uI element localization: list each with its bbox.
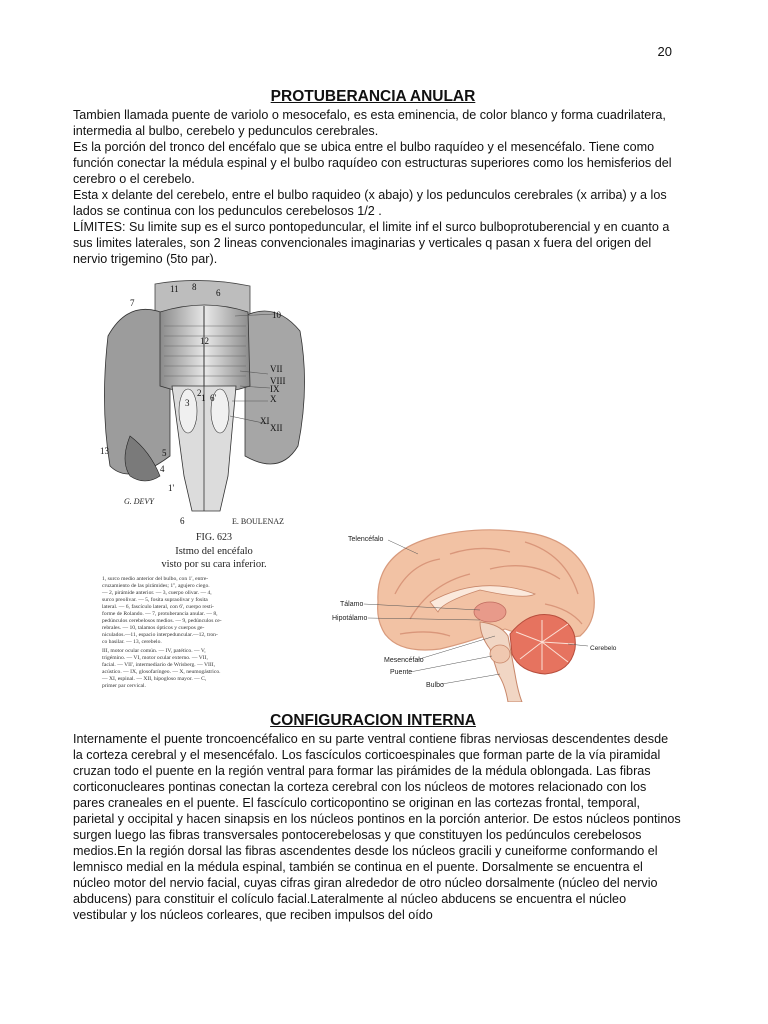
fig-number: XI: [260, 416, 270, 426]
label-mesencefalo: Mesencéfalo: [384, 657, 424, 664]
fig-number: 12: [200, 336, 209, 346]
fig-number: VII: [270, 364, 283, 374]
legend-line: — XI, espinal. — XII, hipogloso mayor. — C,: [102, 676, 207, 682]
fig-number: 6: [216, 288, 221, 298]
fig-number: 13: [100, 446, 109, 456]
fig-number: VIII: [270, 376, 286, 386]
fig-number: X: [270, 394, 277, 404]
legend-line: niculados.—11, espacio interpeduncular.—12, tron-: [102, 632, 218, 638]
figure-label: FIG. 623: [195, 532, 233, 543]
legend-line: forme de Rolando. — 7, protuberancia anular. — 8,: [102, 611, 218, 617]
label-talamo: Tálamo: [340, 601, 364, 608]
brainstem-engraving-figure: [100, 276, 328, 696]
label-bulbo: Bulbo: [426, 682, 444, 689]
fig-number: 2: [197, 388, 202, 398]
section2-body: [73, 731, 681, 923]
legend-line: surco preolivar. — 5, fosita supraolivar y fosita: [102, 597, 208, 603]
fig-number: 6: [180, 516, 185, 526]
fig-number: 4: [160, 464, 165, 474]
fig-number: 8: [192, 282, 197, 292]
fig-number: 7: [130, 298, 135, 308]
legend-line: cruzamiento de las pirámides; 1'', agujero ciego.: [102, 583, 210, 589]
paragraph: Internamente el puente troncoencéfalico en su parte ventral contiene fibras nerviosas descendentes desde la corteza cerebral y el mesencéfalo. Los fascículos corticoespinales que forman parte de la vía piramidal cruzan todo el puente en la región ventral para formar las pirámides de la médula oblongada. Las fibras corticonucleares pontinas conectan la corteza cerebral con los núcleos de motores relacionado con los pares craneales en el puente. El fascículo corticopontino se originan en las cortezas frontal, temporal, parietal y occipital y hacen sinapsis en los núcleos pontinos en la porción anterior. De estos núcleos pontinos surgen luego las fibras transversales pontocerebelosas y que constituyen los pedúnculos cerebelosos medios.En la región dorsal las fibras ascendentes desde los núcleos gracili y cuneiforme conformando el lemnisco medial en la médula espinal, también se continua en el puente. Dorsalmente se encuentra el núcleo motor del nervio facial, cuyas cifras giran alrededor de otro núcleo dorsalmente (núcleo del nervio abducens) para constituir el colículo facial.Lateralmente al núcleo abducens se encuentra el núcleo vestibular y los núcleos corleares, que reciben impulsos del oído: [73, 732, 681, 922]
label-telencefalo: Telencéfalo: [348, 536, 384, 543]
fig-number: IX: [270, 384, 280, 394]
engraver-signature: G. DEVY: [124, 497, 154, 506]
section-title-configuracion: CONFIGURACION INTERNA: [270, 712, 476, 729]
fig-number: 11: [170, 284, 179, 294]
legend-line: acústico. — IX, glosofaríngeo. — X, neumogástrico.: [102, 669, 221, 675]
legend-line: trigémino. — VI, motor ocular externo. — VII,: [102, 655, 208, 661]
legend-line: facial. — VII', intermediario de Wrisberg. — VIII,: [102, 662, 215, 668]
label-cerebelo: Cerebelo: [590, 645, 617, 652]
legend-line: rebrales. — 10, talamos ópticos y cuerpos ge-: [102, 625, 205, 631]
legend-line: 1, surco medio anterior del bulbo, con 1', entre-: [102, 576, 209, 582]
engraver-signature: E. BOULENAZ: [232, 517, 284, 526]
paragraph: Tambien llamada puente de variolo o mesocefalo, es esta eminencia, de color blanco y forma cuadrilatera, intermedia al bulbo, cerebelo y pedunculos cerebrales.: [73, 108, 666, 138]
page-number: 20: [657, 44, 672, 59]
figure-caption: Istmo del encéfalo: [175, 546, 253, 557]
section-title-protuberancia: PROTUBERANCIA ANULAR: [270, 88, 476, 105]
paragraph: Esta x delante del cerebelo, entre el bulbo raquideo (x abajo) y los pedunculos cerebrales (x arriba) y a los lados se continua con los pedunculos cerebelosos 1/2 .: [73, 188, 667, 218]
legend-line: co basilar. — 13, cerebelo.: [102, 639, 162, 645]
paragraph: Es la porción del tronco del encéfalo que se ubica entre el bulbo raquídeo y el mesencéfalo. Tiene como función conectar la médula espinal y el bulbo raquídeo con estructuras superiores como los hemisferios del cerebro o el cerebelo.: [73, 140, 672, 186]
legend-line: lateral. — 6, fascículo lateral, con 6', cuerpo resti-: [102, 604, 214, 610]
fig-number: 1': [168, 483, 175, 493]
fig-number: 10: [272, 310, 281, 320]
legend-line: — 2, pirámide anterior. — 3, cuerpo olivar. — 4,: [102, 590, 212, 596]
fig-number: 5: [162, 448, 167, 458]
legend-line: pedúnculos cerebelosos medios. — 9, pedúnculos ce-: [102, 618, 222, 624]
fig-number: 3: [185, 398, 190, 408]
paragraph: LÍMITES: Su limite sup es el surco pontopeduncular, el limite inf el surco bulboprotuberencial y en cuanto a sus limites laterales, son 2 lineas convencionales imaginarias y verticales q pasan x fuera del origen del nervio trigemino (5to par).: [73, 220, 670, 266]
label-puente: Puente: [390, 669, 413, 676]
fig-number: 1: [201, 393, 206, 403]
label-hipotalamo: Hipotálamo: [332, 615, 368, 622]
brain-sagittal-figure: [330, 524, 750, 702]
fig-number: XII: [270, 423, 283, 433]
figure-caption: visto por su cara inferior.: [161, 559, 267, 570]
legend-line: primer par cervical.: [102, 683, 146, 689]
legend-line: III, motor ocular común. — IV, patético. — V,: [102, 648, 206, 654]
fig-number: 6': [210, 393, 217, 403]
section1-body: [73, 107, 681, 267]
